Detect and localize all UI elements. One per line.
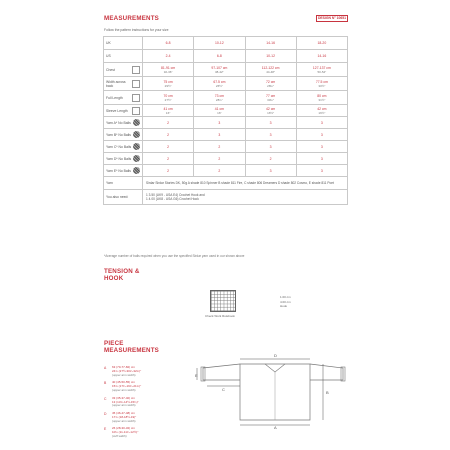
size-value-imperial: 50-54" [317, 69, 327, 74]
piece-measurements-title [104, 340, 159, 354]
also-need-label: You also need: [106, 195, 129, 199]
size-value-cell [194, 50, 245, 63]
row-label-cell [104, 105, 143, 117]
tension-title-line1: TENSION & [104, 268, 140, 275]
piece-metric: 45 (46-47-48) cm [112, 410, 136, 415]
size-value-cell [194, 63, 245, 77]
table-row [104, 153, 348, 165]
size-value-imperial: 31½" [318, 97, 326, 102]
piece-text [112, 427, 138, 439]
piece-title-line2: MEASUREMENTS [104, 347, 159, 354]
size-value: 75 cm [163, 79, 173, 84]
piece-note: (cuff width) [112, 434, 127, 439]
piece-imperial: 13 (13¾-14½-15¾)" [112, 399, 139, 404]
size-value: 67.5 cm [213, 79, 226, 84]
size-value: 2 [218, 156, 221, 161]
size-value: 3 [320, 168, 323, 173]
size-value-cell [296, 50, 347, 63]
size-value: 2-4 [165, 54, 171, 58]
piece-metric: 26 (28-30-32) cm [112, 426, 136, 431]
table-row [104, 63, 348, 77]
piece-key: E [104, 427, 107, 432]
piece-note: (upper arm width) [112, 418, 136, 423]
size-value-cell [296, 77, 347, 91]
piece-key: B [104, 381, 107, 386]
list-item [104, 381, 194, 393]
size-value: 2 [167, 132, 170, 137]
size-value-cell [143, 63, 194, 77]
size-value: 2 [167, 120, 170, 125]
size-value: 3 [320, 144, 323, 149]
garment-measure-icon [132, 107, 140, 115]
yarn-ball-icon [133, 143, 140, 150]
size-value-cell [245, 105, 296, 117]
size-value: 3 [269, 132, 272, 137]
size-value: 41 cm [214, 106, 224, 111]
size-value: 18-20 [317, 41, 327, 45]
row-label: Sleeve Length [106, 108, 128, 113]
piece-key: D [104, 411, 107, 416]
size-value-imperial: 44-48" [266, 69, 275, 74]
table-row [104, 165, 348, 177]
size-value-cell [245, 91, 296, 105]
size-value: 3 [269, 144, 272, 149]
piece-key: C [104, 396, 107, 401]
size-value: 73 cm [214, 93, 224, 98]
size-value-imperial: 16½" [267, 110, 275, 115]
schematic-neckline [265, 364, 285, 372]
yarn-ball-icon [133, 131, 140, 138]
schematic-left-sleeve [203, 364, 240, 380]
row-label-cell [104, 91, 143, 105]
size-value-imperial: 28¾" [215, 97, 223, 102]
size-value: 3 [218, 132, 221, 137]
row-label: Yarn D* No Balls [106, 156, 132, 161]
size-value-cell [143, 105, 194, 117]
also-need-line2: 1 4.00 (UK8 - USA G6) Crochet Hook [146, 197, 199, 201]
size-value-cell [194, 153, 245, 165]
row-label: Yarn C* No Balls [106, 144, 132, 149]
also-need-row [104, 190, 348, 205]
list-item [104, 412, 194, 424]
row-label-cell [104, 129, 143, 141]
yarn-ball-icon [133, 167, 140, 174]
tension-swatch-grid [210, 290, 236, 312]
row-label: Yarn B* No Balls [106, 132, 132, 137]
size-value-imperial: 28¼" [267, 83, 275, 88]
size-value-cell [296, 91, 347, 105]
row-label: Full Length [106, 95, 123, 100]
table-row [104, 117, 348, 129]
yarn-label-cell [104, 177, 143, 190]
size-value: 2 [167, 144, 170, 149]
yarn-row [104, 177, 348, 190]
size-value-cell [245, 117, 296, 129]
size-value-cell [143, 37, 194, 50]
piece-imperial: 17¾ (18-18½-19)" [112, 414, 137, 419]
table-row [104, 77, 348, 91]
row-label: UK [106, 41, 111, 45]
size-value-cell [296, 117, 347, 129]
size-value-cell [245, 63, 296, 77]
size-value-cell [143, 129, 194, 141]
size-value-imperial: 30¼" [267, 97, 275, 102]
tension-title-line2: HOOK [104, 275, 124, 282]
size-value-cell [245, 141, 296, 153]
yarn-footnote: *Average number of balls required when you use the specified Sirdar yarn used in our shown above [104, 254, 245, 258]
row-label: Yarn A* No Balls [106, 120, 131, 125]
schematic-right-sleeve [310, 364, 343, 380]
size-value: 6-8 [216, 54, 222, 58]
size-value-imperial: 29½" [164, 83, 172, 88]
also-need-label-cell [104, 190, 143, 205]
size-value: 14-16 [266, 41, 275, 45]
size-value-cell [245, 50, 296, 63]
size-value-imperial: 16½" [318, 110, 326, 115]
table-row [104, 141, 348, 153]
size-value: 6-8 [165, 41, 171, 45]
size-value-cell [194, 77, 245, 91]
size-value-cell [296, 37, 347, 50]
size-value: 2 [218, 144, 221, 149]
size-value-cell [296, 105, 347, 117]
size-value: 77 cm [266, 93, 276, 98]
size-value-cell [245, 153, 296, 165]
row-label: Chest [106, 67, 115, 72]
size-value-cell [194, 91, 245, 105]
row-label-cell [104, 63, 143, 77]
size-value-imperial: 38-42" [215, 69, 224, 74]
size-value: 112-122 cm [261, 65, 280, 70]
size-value-cell [143, 77, 194, 91]
diagram-label-c: C [222, 387, 225, 392]
size-value: 2 [167, 168, 170, 173]
size-value-cell [296, 63, 347, 77]
garment-schematic [195, 350, 355, 430]
row-label-cell [104, 50, 143, 63]
table-row [104, 105, 348, 117]
yarn-label: Yarn [106, 181, 113, 185]
size-value: 2 [167, 156, 170, 161]
tension-side-line3: Hook [280, 304, 288, 308]
size-value-cell [296, 141, 347, 153]
diagram-label-d: D [274, 353, 277, 358]
size-value-cell [194, 129, 245, 141]
list-item [104, 397, 194, 409]
size-value-cell [296, 153, 347, 165]
yarn-description: Sirdar Sirdar Stories DK, 50g A shade 810 Spinner B shade 811 Fire, C shade 806 Dreamers D shade 802 Cosmo, E shade 811 Poet [143, 177, 348, 190]
row-label-cell [104, 37, 143, 50]
size-value: 72 cm [266, 79, 276, 84]
size-value: 77.5 cm [315, 79, 328, 84]
size-value: 10-12 [215, 41, 224, 45]
tension-side-notes [280, 295, 291, 309]
garment-measure-icon [132, 80, 140, 88]
size-value: 3 [269, 168, 272, 173]
size-value: 3 [320, 132, 323, 137]
size-value: 3 [269, 120, 272, 125]
size-value: 3 [320, 120, 323, 125]
piece-key: A [104, 366, 107, 370]
size-value: 70 cm [163, 93, 173, 98]
size-value-cell [143, 153, 194, 165]
piece-metric: 63 (70-77-82) cm [112, 365, 136, 369]
piece-imperial: 15¾ (17¾-19¾-21¾)" [112, 384, 142, 389]
piece-note: (upper arm width) [112, 403, 136, 408]
row-label-cell [104, 117, 143, 129]
size-value-imperial: 16" [217, 110, 222, 115]
piece-text [112, 397, 139, 409]
size-value: 81-91 cm [161, 65, 176, 70]
size-value-cell [245, 77, 296, 91]
row-label: US [106, 54, 111, 58]
row-label-cell [104, 77, 143, 91]
size-value-imperial: 26½" [215, 83, 223, 88]
row-label-cell [104, 141, 143, 153]
tension-side-line1: 1.00 cm [280, 295, 291, 299]
measurements-table [103, 36, 348, 205]
size-value: 127-137 cm [312, 65, 331, 70]
row-label: Width across back [106, 79, 126, 88]
size-value: 41 cm [163, 106, 173, 111]
size-value-cell [296, 129, 347, 141]
size-value: 2 [269, 156, 272, 161]
size-value: 42 cm [317, 106, 327, 111]
piece-text [112, 366, 141, 378]
size-value-cell [245, 37, 296, 50]
piece-title-line1: PIECE [104, 340, 124, 347]
row-label-cell [104, 153, 143, 165]
table-row [104, 37, 348, 50]
diagram-label-e: E [195, 373, 198, 378]
size-value-cell [194, 165, 245, 177]
row-label: Yarn E* No Balls [106, 168, 132, 173]
piece-measurements-list [104, 366, 194, 443]
piece-metric: 40 (45-50-55) cm [112, 380, 136, 385]
size-value: 42 cm [266, 106, 276, 111]
diagram-label-a: A [274, 425, 277, 430]
size-value-cell [296, 165, 347, 177]
list-item [104, 366, 194, 378]
size-value: 14-16 [317, 54, 327, 58]
table-row [104, 50, 348, 63]
garment-measure-icon [132, 66, 140, 74]
size-value: 3 [218, 120, 221, 125]
size-value: 2 [218, 168, 221, 173]
size-value: 80 cm [317, 93, 327, 98]
size-value: 3 [320, 156, 323, 161]
size-value-cell [194, 105, 245, 117]
size-value: 97-107 cm [211, 65, 228, 70]
piece-note: (upper arm width) [112, 372, 136, 377]
piece-imperial: 10¼ (11-11¾-12½)" [112, 430, 139, 435]
size-value-cell [245, 165, 296, 177]
piece-imperial: 24¾ (27½-30¼-32¼)" [112, 368, 142, 373]
size-value-imperial: 30½" [318, 83, 326, 88]
list-item [104, 427, 194, 439]
yarn-ball-icon [133, 119, 140, 126]
also-need-line1: 1 3.50 (UK9 - USA E4) Crochet Hook and [146, 192, 205, 197]
piece-text [112, 412, 136, 424]
tension-title [104, 268, 140, 282]
table-row [104, 91, 348, 105]
size-value-cell [143, 141, 194, 153]
piece-metric: 33 (35-37-40) cm [112, 395, 136, 400]
tension-side-line2: 4.00 cm [280, 299, 291, 304]
also-need-cell [143, 190, 348, 205]
row-label-cell [104, 165, 143, 177]
size-value-cell [194, 117, 245, 129]
diagram-label-b: B [326, 390, 329, 395]
size-value-cell [143, 165, 194, 177]
size-value-cell [194, 141, 245, 153]
size-value-imperial: 27½" [164, 97, 172, 102]
size-value: 10-12 [266, 54, 275, 58]
measurements-title: MEASUREMENTS [104, 15, 159, 22]
tension-caption: Check Work Rulebook [205, 314, 235, 318]
yarn-ball-icon [133, 155, 140, 162]
piece-text [112, 381, 141, 393]
size-value-cell [143, 117, 194, 129]
intro-text: Follow the pattern instructions for your size [104, 28, 169, 32]
size-value-imperial: 32-36" [163, 69, 173, 74]
garment-measure-icon [132, 94, 140, 102]
size-value-imperial: 16" [165, 110, 171, 115]
size-value-cell [245, 129, 296, 141]
table-row [104, 129, 348, 141]
size-value-cell [143, 91, 194, 105]
size-value-cell [194, 37, 245, 50]
piece-note: (upper arm width) [112, 388, 136, 393]
size-value-cell [143, 50, 194, 63]
design-number-badge: DESIGN N° 10651 [317, 16, 347, 20]
